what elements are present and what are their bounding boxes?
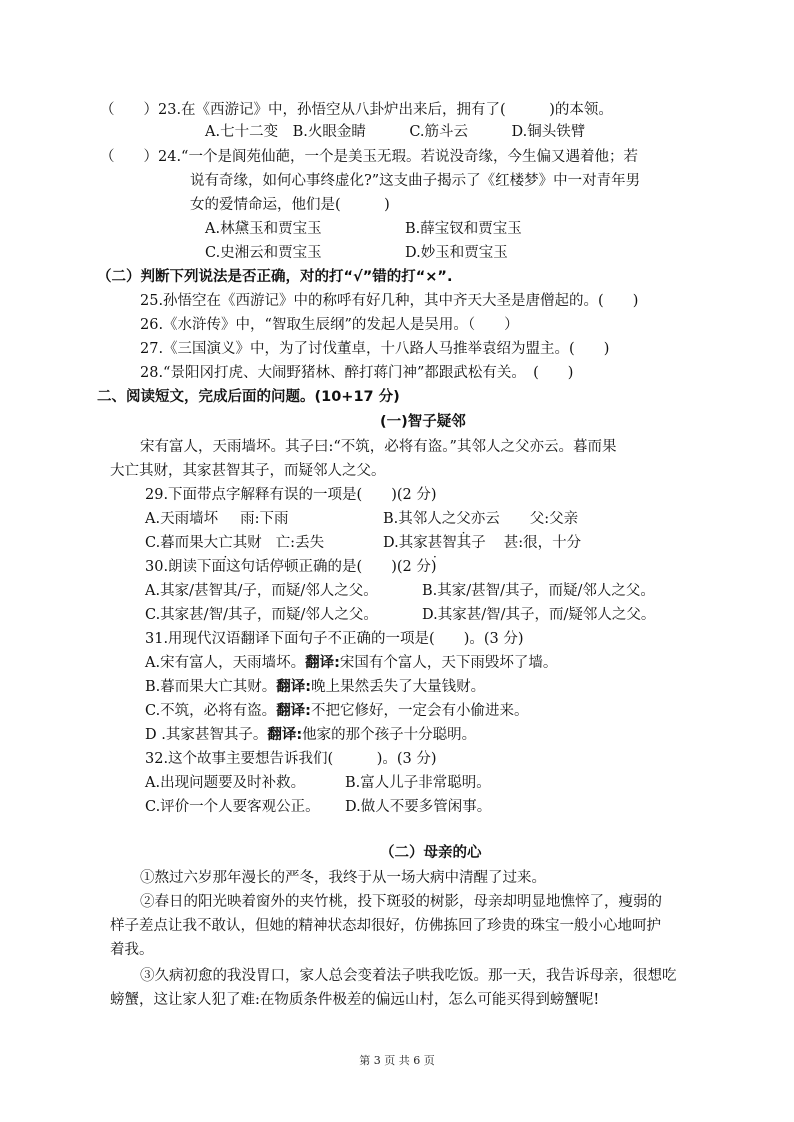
question-32-option-c: C.评价一个人要客观公正。 [145, 799, 320, 815]
judge-item-26: 26.《水浒传》中，“智取生辰纲”的发起人是吴用。（ ） [140, 317, 519, 333]
passage-line: ①熬过六岁那年漫长的严冬，我终于从一场大病中清醒了过来。 [140, 870, 546, 886]
question-24-option-b: B.薛宝钗和贾宝玉 [405, 221, 522, 237]
question-24-option-c: C.史湘云和贾宝玉 [205, 245, 322, 261]
question-30-stem: 30.朗读下面这句话停顿正确的是( )(2 分) [145, 559, 437, 575]
question-24-option-a: A.林黛玉和贾宝玉 [205, 221, 322, 237]
question-24-option-d: D.妙玉和贾宝玉 [405, 245, 508, 261]
question-23-stem: （ ）23.在《西游记》中，孙悟空从八卦炉出来后，拥有了( )的本领。 [100, 102, 613, 118]
question-31-stem: 31.用现代汉语翻译下面句子不正确的一项是( )。(3 分) [145, 631, 524, 647]
section-heading: 二、阅读短文，完成后面的问题。(10+17 分) [97, 389, 400, 405]
question-30-option-d: D.其家甚/智/其子，而/疑邻人之父。 [422, 607, 656, 623]
question-30-option-a: A.其家/甚智其/子，而疑/邻人之父。 [145, 583, 378, 599]
question-29-option-d: D.其家甚智其子 甚:很，十分 [383, 535, 582, 551]
passage-line: ③久病初愈的我没胃口，家人总会变着法子哄我吃饭。那一天，我告诉母亲，很想吃 [140, 968, 677, 984]
question-24-line2: 说有奇缘，如何心事终虚化?”这支曲子揭示了《红楼梦》中一对青年男 [190, 173, 641, 189]
question-24-line1: （ ）24.“一个是阆苑仙葩，一个是美玉无瑕。若说没奇缘，今生偏又遇着他；若 [100, 149, 638, 165]
question-31-option-c: C.不筑，必将有盗。翻译:不把它修好，一定会有小偷进来。 [145, 703, 529, 719]
question-32-option-a: A.出现问题要及时补救。 [145, 775, 306, 791]
judge-item-28: 28.“景阳冈打虎、大闹野猪林、醉打蒋门神”都跟武松有关。 ( ) [140, 365, 574, 381]
judge-item-27: 27.《三国演义》中，为了讨伐董卓，十八路人马推举袁绍为盟主。( ) [140, 341, 610, 357]
question-30-option-b: B.其家/甚智/其子，而疑/邻人之父。 [422, 583, 655, 599]
question-30-option-c: C.其家甚/智/其子，而疑/邻人之父。 [145, 607, 378, 623]
passage-title: （二）母亲的心 [380, 845, 482, 861]
question-31-option-a: A.宋有富人，天雨墙坏。翻译:宋国有个富人，天下雨毁坏了墙。 [145, 655, 558, 671]
passage-line: ②春日的阳光映着窗外的夹竹桃，投下斑驳的树影，母亲却明显地憔悴了，瘦弱的 [140, 894, 662, 910]
passage-line: 螃蟹，这让家人犯了难:在物质条件极差的偏远山村，怎么可能买得到螃蟹呢! [110, 992, 600, 1008]
judge-item-25: 25.孙悟空在《西游记》中的称呼有好几种，其中齐天大圣是唐僧起的。( ) [140, 293, 639, 309]
judge-heading: （二）判断下列说法是否正确，对的打“√”错的打“×”. [97, 269, 453, 285]
question-31-option-d: D .其家甚智其子。翻译:他家的那个孩子十分聪明。 [145, 727, 477, 743]
question-31-option-b: B.暮而果大亡其财。翻译:晚上果然丢失了大量钱财。 [145, 679, 486, 695]
question-32-option-d: D.做人不要多管闲事。 [345, 799, 492, 815]
question-29-option-b: B.其邻人之父亦云 父:父亲 [383, 511, 579, 527]
question-23-options: A.七十二变 B.火眼金睛 C.筋斗云 D.铜头铁臂 [205, 124, 586, 140]
page-number: 第 3 页 共 6 页 [359, 1054, 435, 1067]
passage-line: 宋有富人，天雨墙坏。其子曰:“不筑，必将有盗。”其邻人之父亦云。暮而果 [140, 439, 617, 455]
passage-title: (一)智子疑邻 [380, 414, 466, 430]
passage-line: 着我。 [110, 942, 154, 958]
question-24-line3: 女的爱情命运，他们是( ) [190, 197, 390, 213]
passage-line: 样子差点让我不敢认，但她的精神状态却很好，仿佛拣回了珍贵的珠宝一般小心地呵护 [110, 918, 661, 934]
question-29-option-a: A.天雨墙坏 雨:下雨 [145, 511, 289, 527]
question-32-stem: 32.这个故事主要想告诉我们( )。(3 分) [145, 751, 437, 767]
question-29-stem: 29.下面带点字解释有误的一项是( )(2 分) [145, 487, 437, 503]
passage-line: 大亡其财，其家甚智其子，而疑邻人之父。 [110, 463, 386, 479]
question-29-option-c: C.暮而果大亡其财 亡:丢失 [145, 535, 325, 551]
question-32-option-b: B.富人儿子非常聪明。 [345, 775, 491, 791]
